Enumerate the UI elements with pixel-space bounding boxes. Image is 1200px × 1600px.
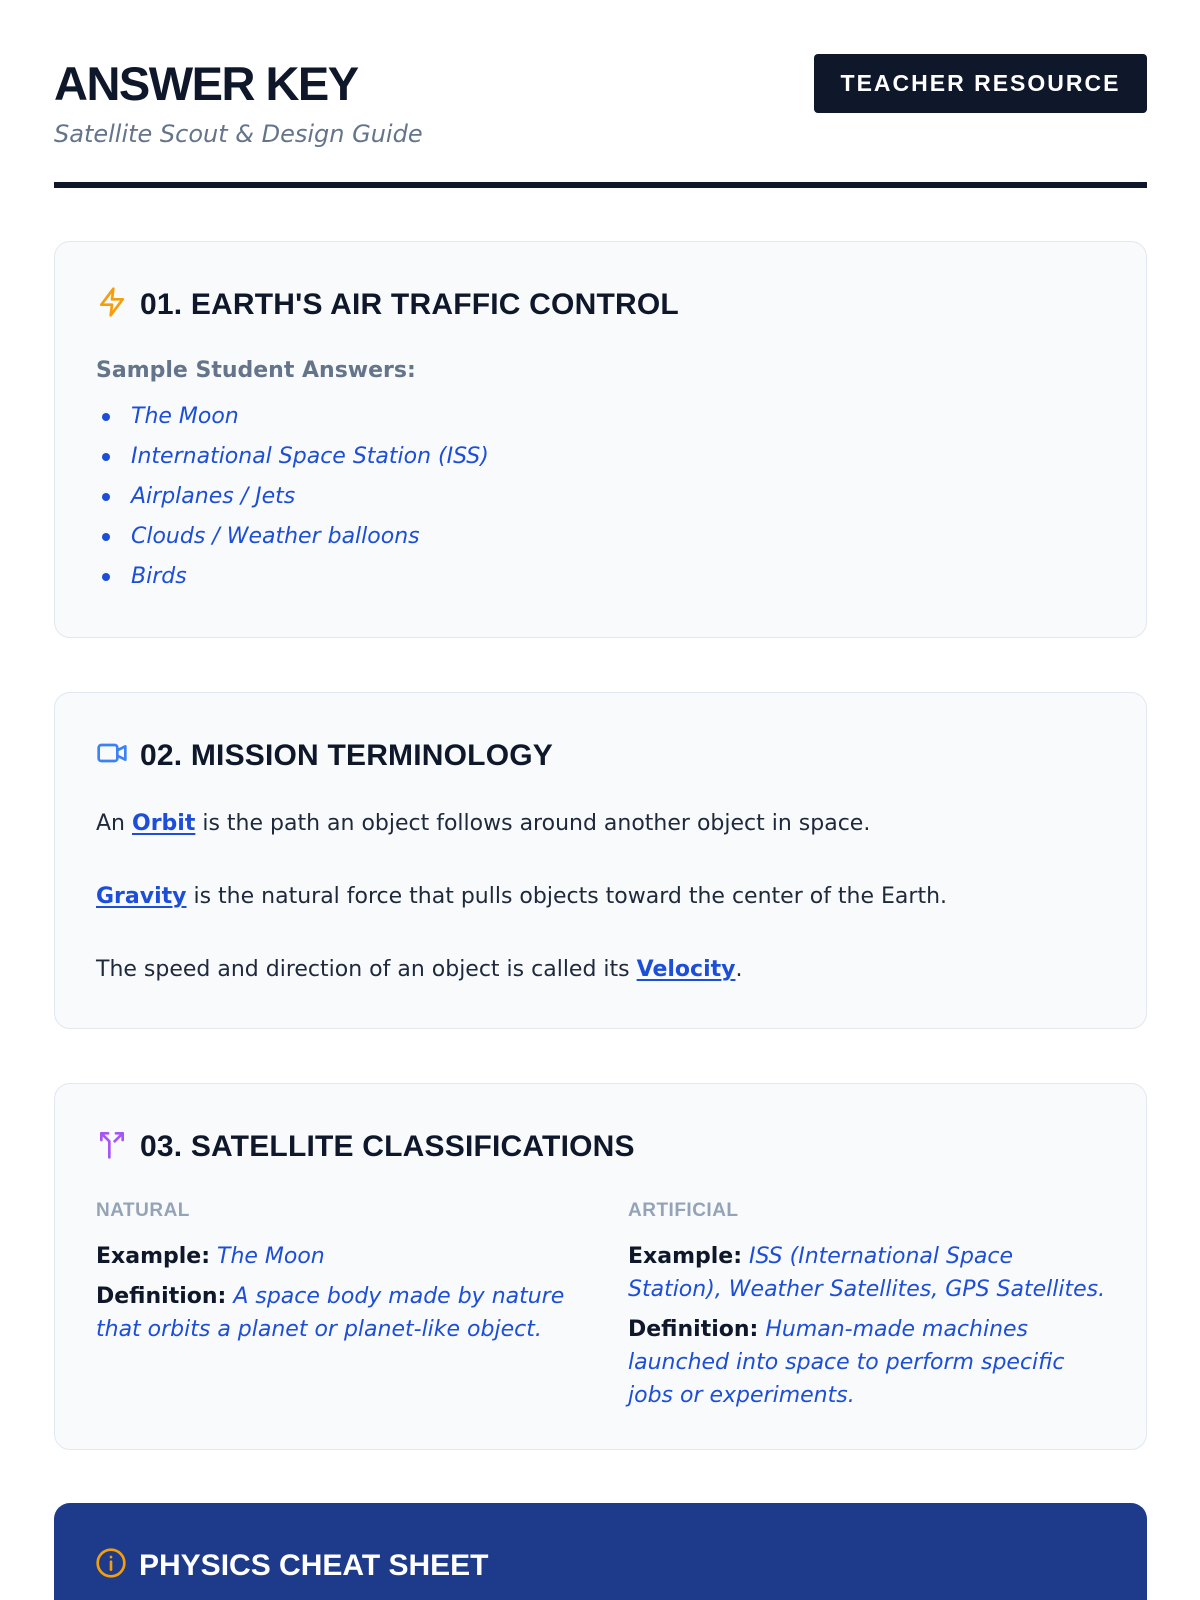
page-subtitle: Satellite Scout & Design Guide (54, 120, 423, 148)
section-air-traffic-control (54, 241, 1147, 638)
answers-list (96, 402, 489, 602)
section-header (96, 737, 553, 774)
page-header (54, 50, 1147, 188)
info-circle-icon (95, 1547, 127, 1584)
section-header (96, 286, 679, 323)
cheat-sheet-header (95, 1547, 489, 1584)
section-title: 02. MISSION TERMINOLOGY (140, 738, 553, 772)
artificial-definition: Definition: Human-made machines launched into space to perform specific jobs or experiments. (628, 1317, 1065, 1408)
section-header (96, 1128, 635, 1165)
bullet-icon (102, 533, 110, 541)
list-item: Birds (96, 562, 489, 602)
list-item: The Moon (96, 402, 489, 442)
bullet-icon (102, 453, 110, 461)
natural-heading: NATURAL (96, 1200, 190, 1221)
term-velocity: Velocity (636, 957, 736, 982)
artificial-example: Example: ISS (International Space Station), Weather Satellites, GPS Satellites. (628, 1244, 1106, 1302)
term-orbit: Orbit (132, 811, 196, 836)
orbit-definition: An Orbit is the path an object follows around another object in space. (96, 811, 871, 836)
natural-example: Example: The Moon (96, 1244, 325, 1269)
term-gravity: Gravity (96, 884, 187, 909)
teacher-resource-badge: TEACHER RESOURCE (814, 54, 1147, 113)
velocity-definition: The speed and direction of an object is called its Velocity. (96, 957, 743, 982)
list-item: Airplanes / Jets (96, 482, 489, 522)
bullet-icon (102, 413, 110, 421)
sample-answers-label: Sample Student Answers: (96, 358, 416, 383)
bullet-icon (102, 493, 110, 501)
natural-definition: Definition: A space body made by nature that orbits a planet or planet-like object. (96, 1284, 565, 1342)
physics-cheat-sheet (54, 1503, 1147, 1600)
section-title: 01. EARTH'S AIR TRAFFIC CONTROL (140, 287, 679, 321)
section-satellite-classifications (54, 1083, 1147, 1450)
list-item: Clouds / Weather balloons (96, 522, 489, 562)
section-title: 03. SATELLITE CLASSIFICATIONS (140, 1129, 635, 1163)
page-title: ANSWER KEY (54, 57, 358, 110)
bullet-icon (102, 573, 110, 581)
gravity-definition: Gravity is the natural force that pulls objects toward the center of the Earth. (96, 884, 948, 909)
section-mission-terminology (54, 692, 1147, 1029)
natural-column (96, 1200, 576, 1353)
lightning-bolt-icon (96, 286, 128, 323)
list-item: International Space Station (ISS) (96, 442, 489, 482)
video-camera-icon (96, 737, 128, 774)
artificial-heading: ARTIFICIAL (628, 1200, 739, 1221)
artificial-column (628, 1200, 1108, 1419)
split-arrows-icon (96, 1128, 128, 1165)
cheat-sheet-title: PHYSICS CHEAT SHEET (139, 1548, 489, 1582)
